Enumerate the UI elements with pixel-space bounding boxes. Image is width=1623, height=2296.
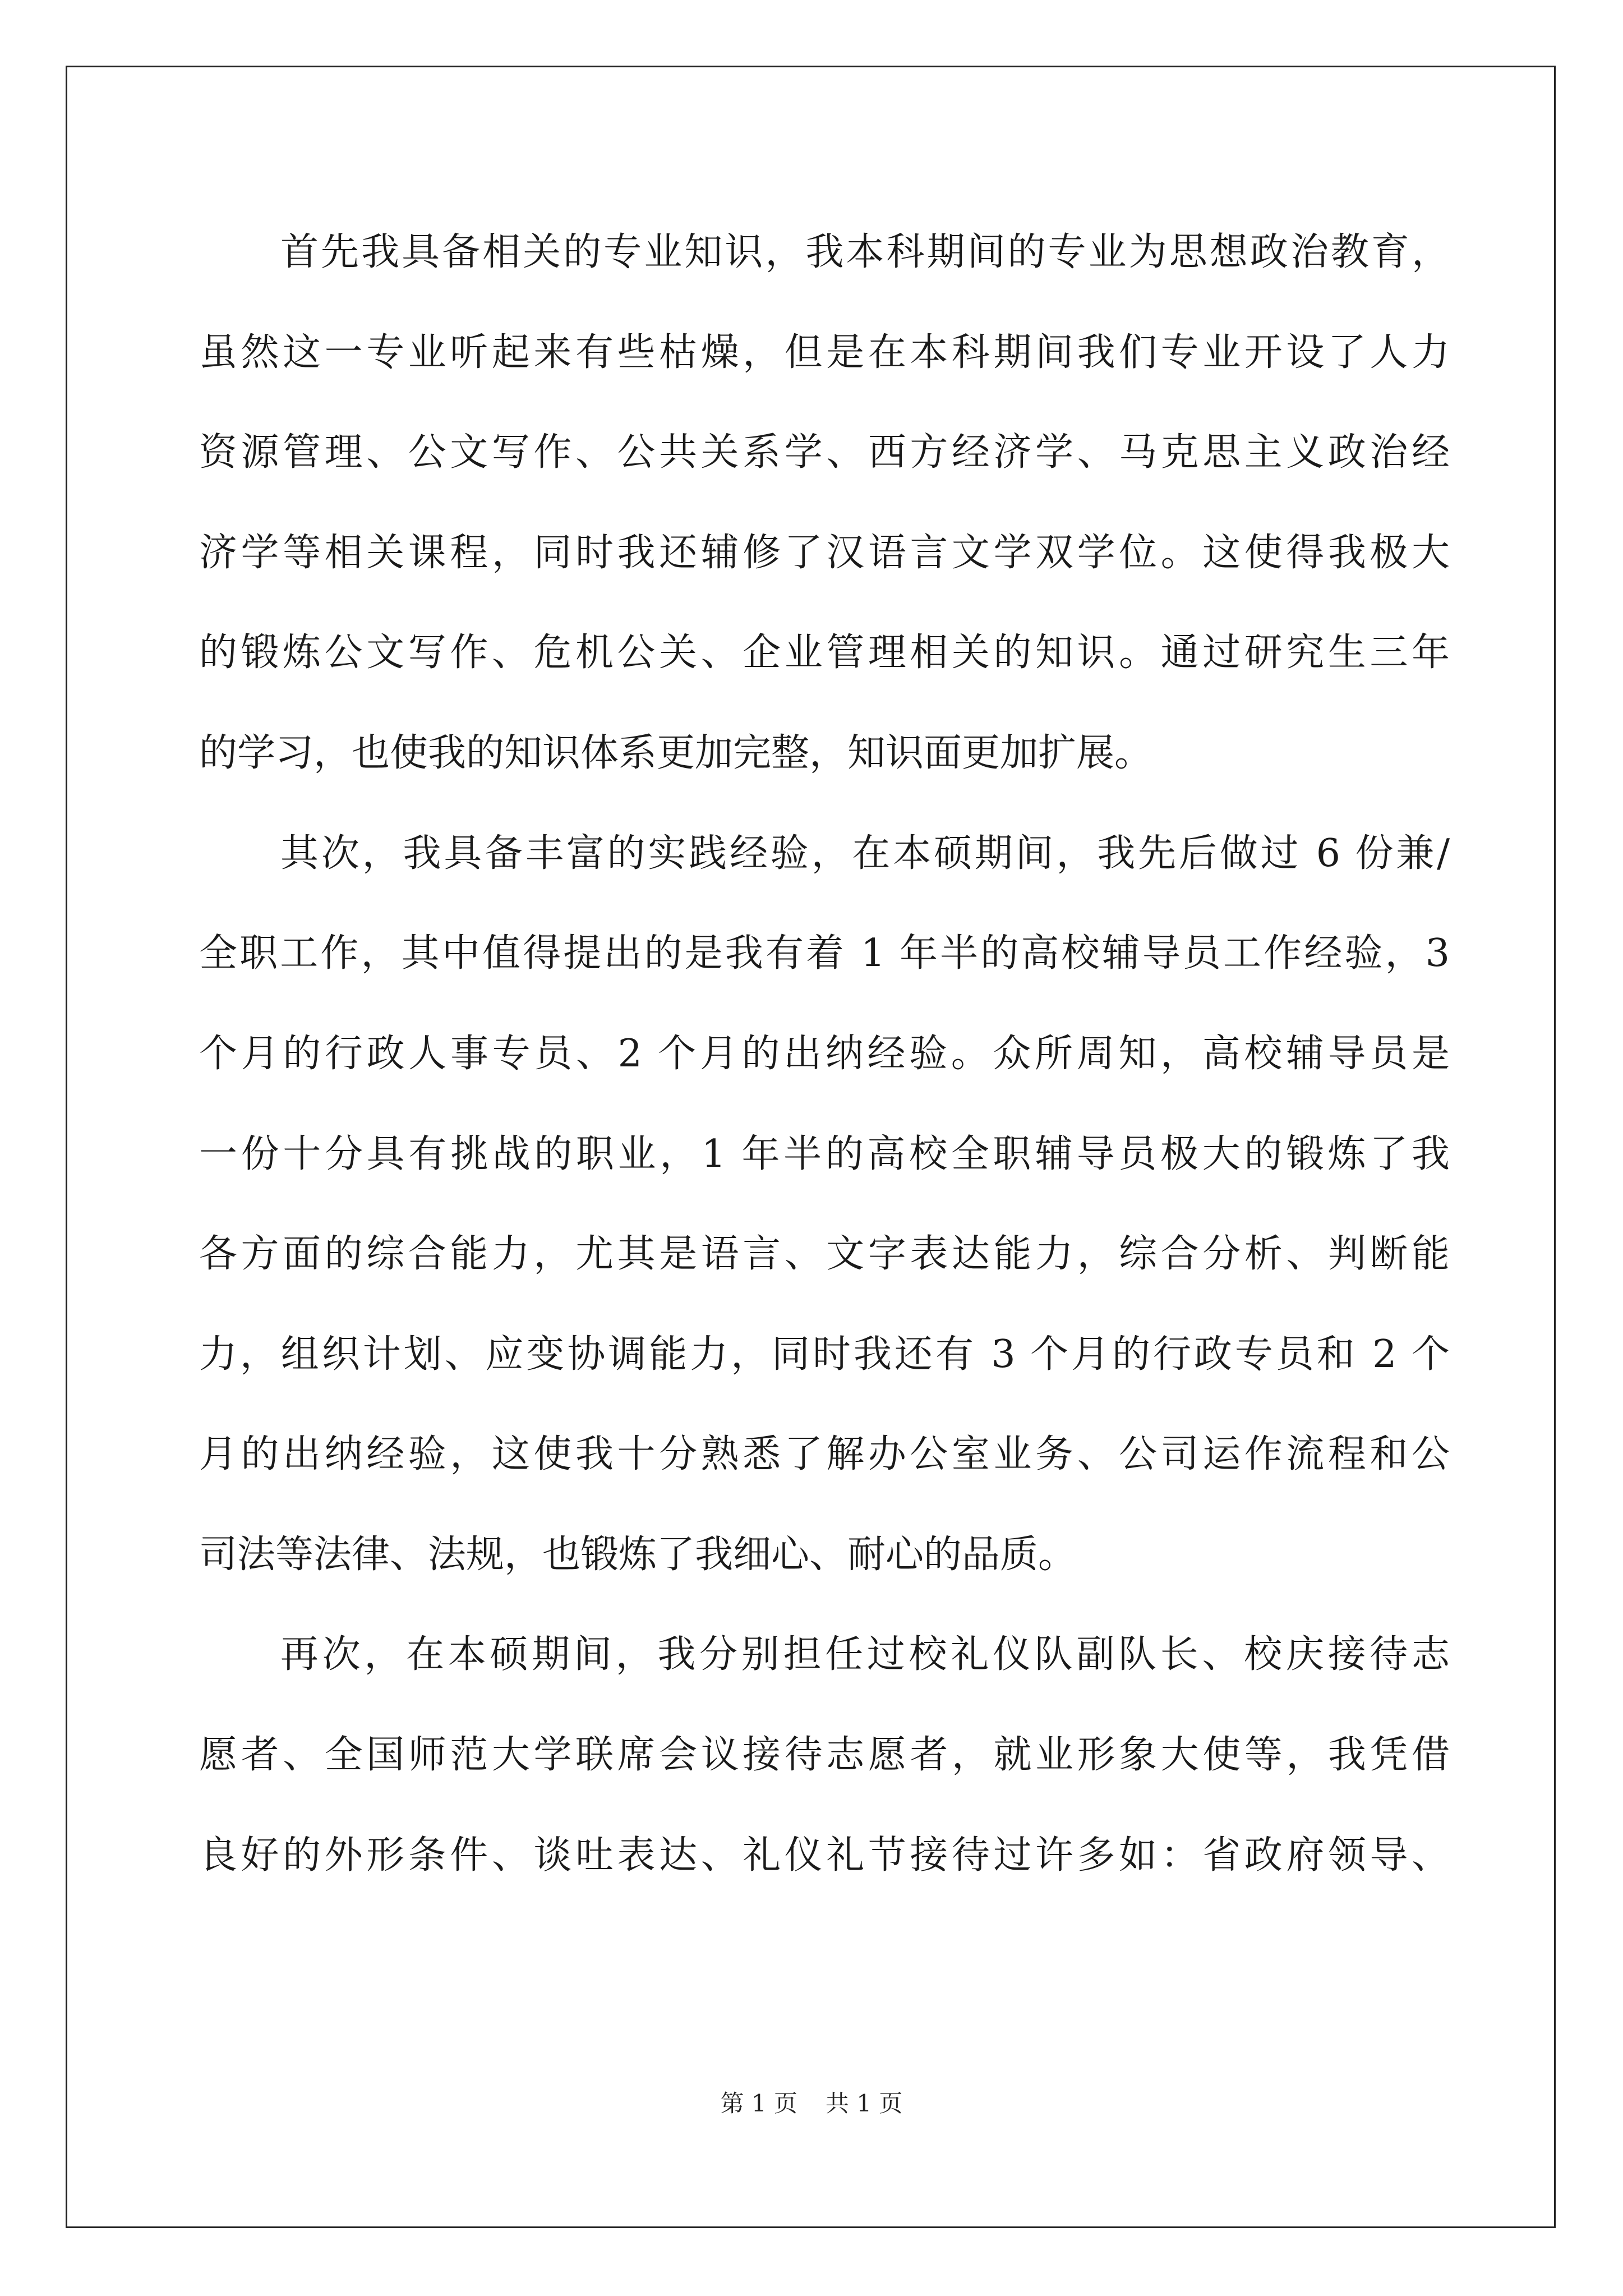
paragraph-2-line-4: 一份十分具有挑战的职业，1 年半的高校全职辅导员极大的锻炼了我 (199, 1132, 1450, 1176)
paragraph-2-line-8: 司法等法律、法规，也锻炼了我细心、耐心的品质。 (199, 1533, 1077, 1577)
page-footer (0, 2081, 1623, 2126)
paragraph-2-line-7: 月的出纳经验，这使我十分熟悉了解办公室业务、公司运作流程和公 (199, 1432, 1450, 1476)
paragraph-1-line-4: 济学等相关课程，同时我还辅修了汉语言文学双学位。这使得我极大 (199, 531, 1450, 575)
paragraph-1-line-5: 的锻炼公文写作、危机公关、企业管理相关的知识。通过研究生三年 (199, 631, 1450, 675)
paragraph-2-line-6: 力，组织计划、应变协调能力，同时我还有 3 个月的行政专员和 2 个 (199, 1332, 1450, 1377)
paragraph-2-line-1: 其次，我具备丰富的实践经验，在本硕期间，我先后做过 6 份兼/ (280, 831, 1450, 876)
paragraph-2-line-5: 各方面的综合能力，尤其是语言、文字表达能力，综合分析、判断能 (199, 1232, 1450, 1276)
paragraph-2-line-2: 全职工作，其中值得提出的是我有着 1 年半的高校辅导员工作经验，3 (199, 931, 1450, 976)
page-total: 共 1 页 (826, 2090, 903, 2117)
paragraph-1-line-1: 首先我具备相关的专业知识，我本科期间的专业为思想政治教育， (280, 230, 1450, 274)
page-number: 第 1 页 (720, 2090, 797, 2117)
paragraph-3-line-2: 愿者、全国师范大学联席会议接待志愿者，就业形象大使等，我凭借 (199, 1733, 1450, 1777)
paragraph-1-line-2: 虽然这一专业听起来有些枯燥，但是在本科期间我们专业开设了人力 (199, 330, 1450, 375)
paragraph-1-line-3: 资源管理、公文写作、公共关系学、西方经济学、马克思主义政治经 (199, 430, 1450, 475)
paragraph-3-line-3: 良好的外形条件、谈吐表达、礼仪礼节接待过许多如：省政府领导、 (199, 1833, 1450, 1878)
paragraph-2-line-3: 个月的行政人事专员、2 个月的出纳经验。众所周知，高校辅导员是 (199, 1032, 1450, 1076)
paragraph-3-line-1: 再次，在本硕期间，我分别担任过校礼仪队副队长、校庆接待志 (280, 1632, 1450, 1677)
paragraph-1-line-6: 的学习，也使我的知识体系更加完整，知识面更加扩展。 (199, 731, 1153, 775)
